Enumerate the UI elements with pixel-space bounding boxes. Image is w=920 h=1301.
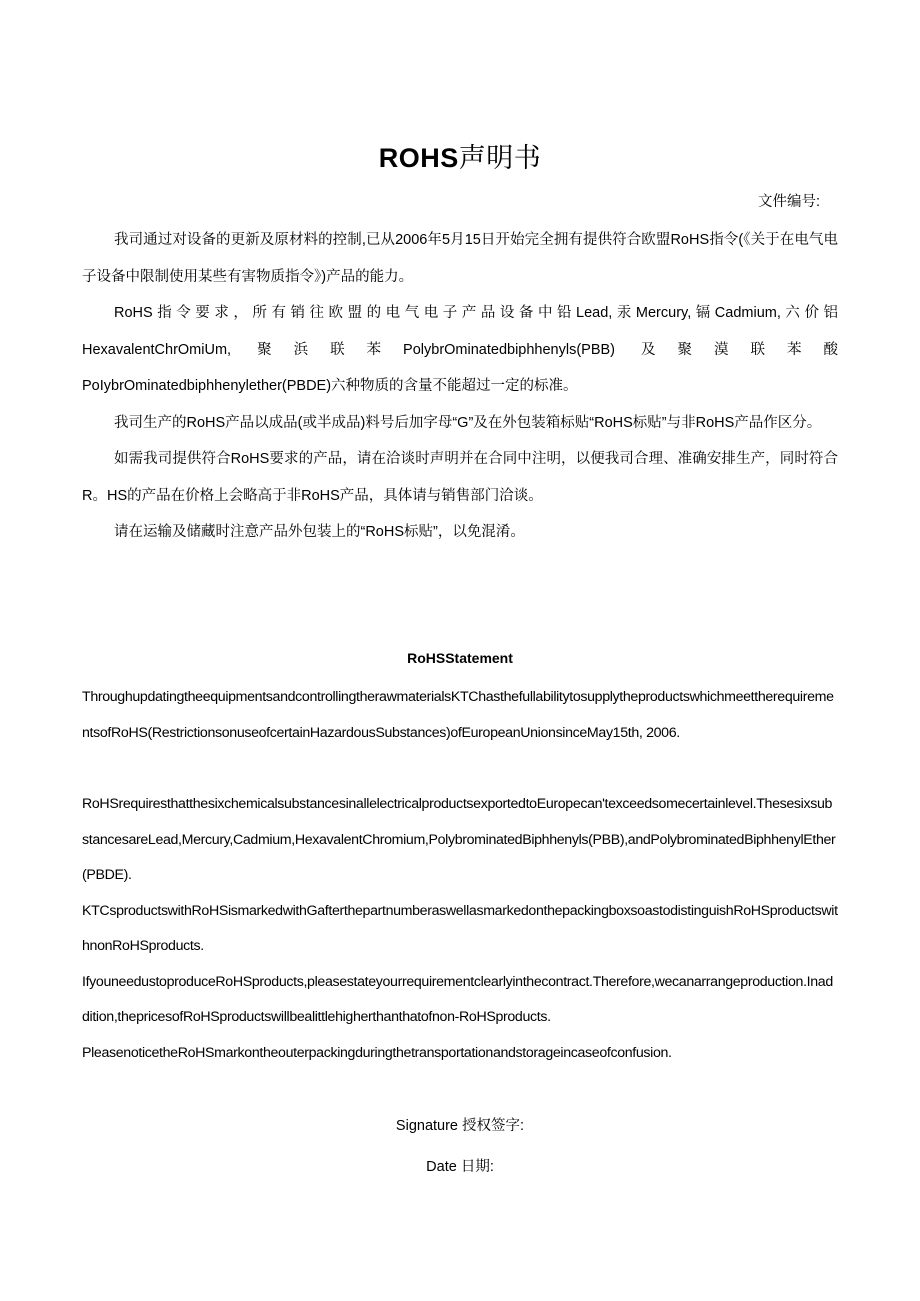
date-label: Date 日期: [426,1159,494,1175]
english-statement [82,680,838,1071]
cn-paragraph-2: RoHS指令要求，所有销往欧盟的电气电子产品设备中铅Lead,汞Mercury,镉Cadmium,六价铝HexavalentChrOmiUm, 聚浜联苯PolybrOminatedbiphhenyls(PBB) 及聚漠联苯酸PoIybrOminatedbiphhenylether(PBDE)六种物质的含量不能超过一定的标准。 [82,305,838,394]
paragraph-gap [82,751,838,787]
en-paragraph-4: IfyouneedustoproduceRoHSproducts,pleasestateyourrequirementclearlyinthecontract.Therefore,wecanarrangeproduction.Inaddition,thepricesofRoHSproductswillbealittlehigherthanthatofnon-RoHSproducts. [82,973,833,1025]
en-paragraph-1: ThroughupdatingtheequipmentsandcontrollingtherawmaterialsKTChasthefullabilitytosupplytheproductswhichmeettherequirementsofRoHS(RestrictionsonuseofcertainHazardousSubstances)ofEuropeanUnionsinceMay15th, 2006. [82,689,834,741]
title-latin: ROHS [378,143,459,173]
chinese-statement [82,222,838,551]
doc-number-label: 文件编号: [757,194,820,210]
cn-paragraph-5: 请在运输及储藏时注意产品外包装上的“RoHS标贴”，以免混淆。 [114,524,525,540]
en-paragraph-2: RoHSrequiresthatthesixchemicalsubstancesinallelectricalproductsexportedtoEuropecan'texceedsomecertainlevel.ThesesixsubstancesareLead,Mercury,Cadmium,HexavalentChromium,PolybrominatedBiphhenyls(PBB),andPolybrominatedBiphhenylEther(PBDE). [82,796,836,883]
cn-paragraph-1: 我司通过对设备的更新及原材料的控制,已从2006年5月15日开始完全拥有提供符合欧盟RoHS指令(《关于在电气电子设备中限制使用某些有害物质指令》)产品的能力。 [82,232,838,285]
page-title [0,136,920,175]
en-paragraph-3: KTCsproductswithRoHSismarkedwithGafterthepartnumberaswellasmarkedonthepackingboxsoastodistinguishRoHSproductswithnonRoHSproducts. [82,902,838,954]
title-chinese: 声明书 [458,143,542,174]
signature-label: Signature 授权签字: [395,1118,525,1134]
cn-paragraph-4: 如需我司提供符合RoHS要求的产品，请在洽谈时声明并在合同中注明，以便我司合理、准确安排生产，同时符合R。HS的产品在价格上会略高于非RoHS产品，具体请与销售部门洽谈。 [82,451,838,504]
english-heading: RoHSStatement [407,650,513,666]
cn-paragraph-3: 我司生产的RoHS产品以成品(或半成品)料号后加字母“G”及在外包装箱标贴“RoHS标贴”与非RoHS产品作区分。 [114,414,822,431]
en-paragraph-5: PleasenoticetheRoHSmarkontheouterpackingduringthetransportationandstorageincaseofconfusion. [82,1044,672,1061]
